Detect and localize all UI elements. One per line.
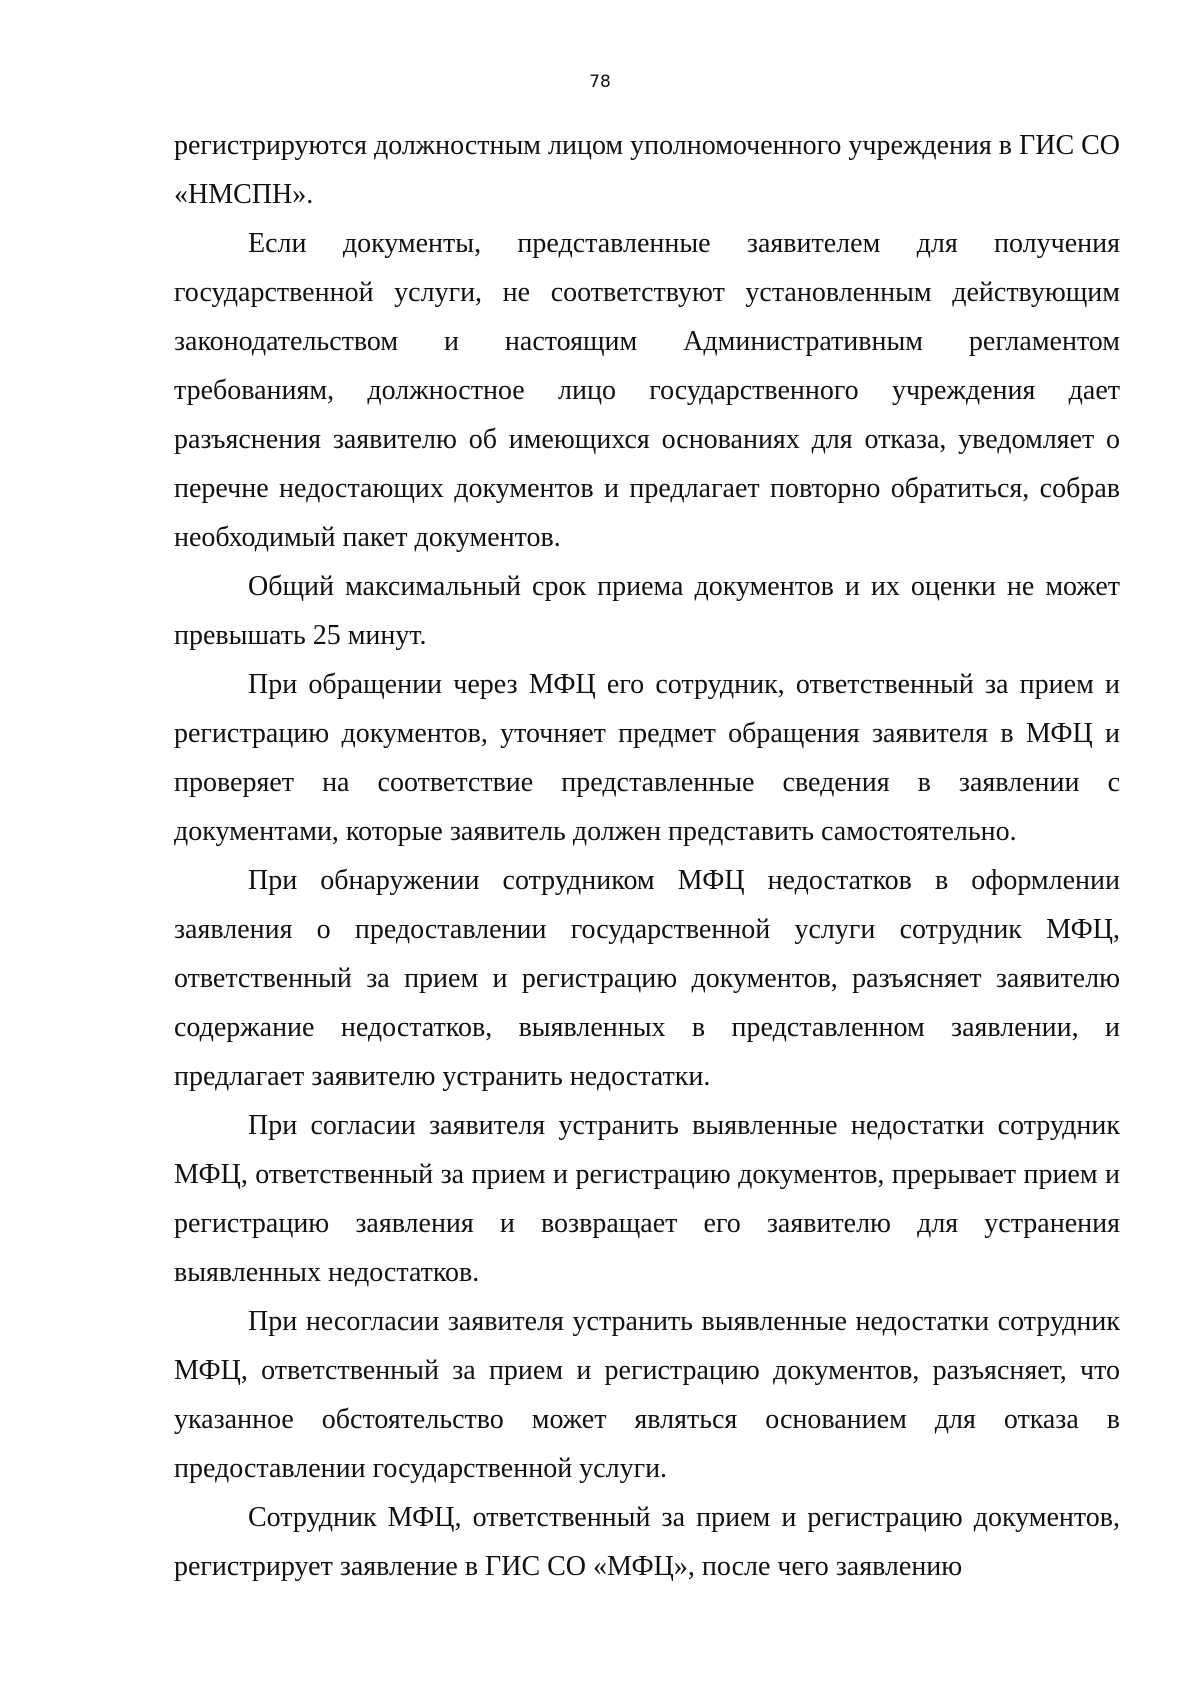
paragraph-continuation: регистрируются должностным лицом уполномоченного учреждения в ГИС СО «НМСПН». (174, 130, 1121, 210)
paragraph-applicant-agrees: При согласии заявителя устранить выявленные недостатки сотрудник МФЦ, ответственный за прием и регистрацию документов, прерывает прием и регистрацию заявления и возвращает его заявителю для устранения выявленных недостатков. (174, 1110, 1120, 1288)
paragraph-document-rejection: Если документы, представленные заявителем для получения государственной услуги, не соответствуют установленным действующим законодательством и настоящим Административным регламентом требованиям, должностное лицо государственного учреждения дает разъяснения заявителю об имеющихся основаниях для отказа, уведомляет о перечне недостающих документов и предлагает повторно обратиться, собрав необходимый пакет документов. (174, 228, 1120, 553)
paragraph-applicant-disagrees: При несогласии заявителя устранить выявленные недостатки сотрудник МФЦ, ответственный за прием и регистрацию документов, разъясняет, что указанное обстоятельство может являться основанием для отказа в предоставлении государственной услуги. (174, 1306, 1120, 1484)
paragraph-registration: Сотрудник МФЦ, ответственный за прием и регистрацию документов, регистрирует заявление в ГИС СО «МФЦ», после чего заявлению (174, 1502, 1120, 1582)
paragraph-mfc-check: При обращении через МФЦ его сотрудник, ответственный за прием и регистрацию документов, уточняет предмет обращения заявителя в МФЦ и проверяет на соответствие представленные сведения в заявлении с документами, которые заявитель должен представить самостоятельно. (174, 669, 1120, 847)
paragraph-max-duration: Общий максимальный срок приема документов и их оценки не может превышать 25 минут. (174, 571, 1120, 651)
paragraph-mfc-deficiencies: При обнаружении сотрудником МФЦ недостатков в оформлении заявления о предоставлении государственной услуги сотрудник МФЦ, ответственный за прием и регистрацию документов, разъясняет заявителю содержание недостатков, выявленных в представленном заявлении, и предлагает заявителю устранить недостатки. (174, 865, 1120, 1092)
page-number: 78 (589, 72, 611, 92)
document-body (174, 121, 1120, 1591)
